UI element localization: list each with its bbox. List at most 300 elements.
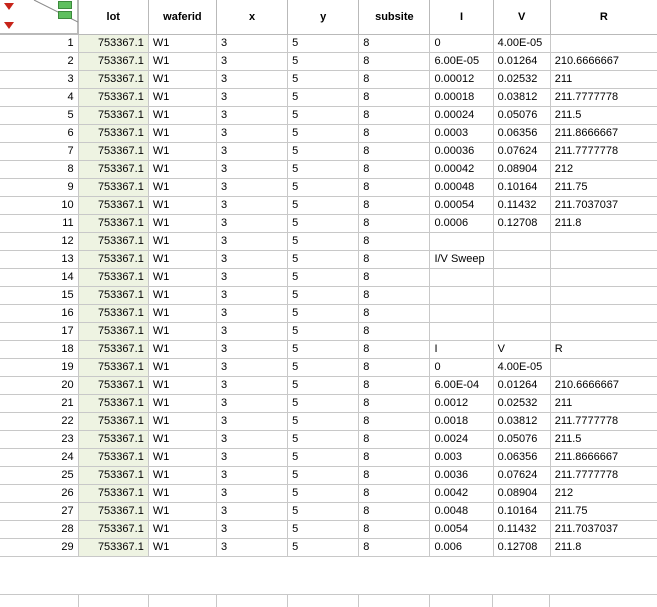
cell-i[interactable]: I: [430, 341, 493, 359]
cell-i[interactable]: 0.0012: [430, 395, 493, 413]
table-row[interactable]: [0, 53, 657, 71]
cell-subsite[interactable]: 8: [359, 71, 430, 89]
cell-v[interactable]: V: [493, 341, 550, 359]
cell-x[interactable]: 3: [216, 143, 287, 161]
table-row[interactable]: [0, 287, 657, 305]
cell-x[interactable]: 3: [216, 71, 287, 89]
cell-y[interactable]: 5: [288, 287, 359, 305]
cell-subsite[interactable]: 8: [359, 251, 430, 269]
row-number[interactable]: 1: [0, 35, 78, 53]
cell-i[interactable]: [430, 323, 493, 341]
cell-r[interactable]: [550, 287, 657, 305]
cell-i[interactable]: 6.00E-04: [430, 377, 493, 395]
row-number[interactable]: 24: [0, 449, 78, 467]
cell-v[interactable]: 0.07624: [493, 467, 550, 485]
row-number[interactable]: 4: [0, 89, 78, 107]
cell-v[interactable]: [493, 269, 550, 287]
cell-v[interactable]: [493, 323, 550, 341]
cell-i[interactable]: 0.006: [430, 539, 493, 557]
cell-waferid[interactable]: W1: [148, 305, 216, 323]
cell-waferid[interactable]: W1: [148, 359, 216, 377]
table-row[interactable]: [0, 179, 657, 197]
cell-i[interactable]: 0.0006: [430, 215, 493, 233]
cell-subsite[interactable]: 8: [359, 323, 430, 341]
cell-lot[interactable]: 753367.1: [78, 179, 148, 197]
row-number[interactable]: 7: [0, 143, 78, 161]
cell-x[interactable]: 3: [216, 323, 287, 341]
cell-y[interactable]: 5: [288, 467, 359, 485]
table-row[interactable]: [0, 197, 657, 215]
cell-v[interactable]: 0.01264: [493, 377, 550, 395]
cell-x[interactable]: 3: [216, 251, 287, 269]
cell-v[interactable]: 0.12708: [493, 215, 550, 233]
cell-i[interactable]: 0.00024: [430, 107, 493, 125]
cell-waferid[interactable]: W1: [148, 53, 216, 71]
cell-waferid[interactable]: W1: [148, 521, 216, 539]
cell-subsite[interactable]: 8: [359, 161, 430, 179]
cell-v[interactable]: 0.01264: [493, 53, 550, 71]
cell-r[interactable]: 211.7777778: [550, 143, 657, 161]
cell-r[interactable]: 211.75: [550, 179, 657, 197]
cell-r[interactable]: [550, 359, 657, 377]
row-number[interactable]: 22: [0, 413, 78, 431]
cell-i[interactable]: 0.0048: [430, 503, 493, 521]
column-header-subsite[interactable]: subsite: [359, 0, 430, 35]
cell-waferid[interactable]: W1: [148, 431, 216, 449]
cell-waferid[interactable]: W1: [148, 377, 216, 395]
cell-i[interactable]: 0: [430, 359, 493, 377]
cell-lot[interactable]: 753367.1: [78, 107, 148, 125]
cell-v[interactable]: [493, 251, 550, 269]
cell-r[interactable]: 211.8: [550, 539, 657, 557]
cell-v[interactable]: 0.10164: [493, 179, 550, 197]
row-number[interactable]: 9: [0, 179, 78, 197]
cell-v[interactable]: 4.00E-05: [493, 359, 550, 377]
cell-x[interactable]: 3: [216, 431, 287, 449]
cell-y[interactable]: 5: [288, 197, 359, 215]
cell-r[interactable]: [550, 323, 657, 341]
cell-x[interactable]: 3: [216, 107, 287, 125]
cell-waferid[interactable]: W1: [148, 503, 216, 521]
cell-waferid[interactable]: W1: [148, 179, 216, 197]
cell-v[interactable]: 4.00E-05: [493, 35, 550, 53]
cell-y[interactable]: 5: [288, 125, 359, 143]
cell-x[interactable]: 3: [216, 197, 287, 215]
table-row[interactable]: [0, 233, 657, 251]
cell-lot[interactable]: 753367.1: [78, 539, 148, 557]
cell-i[interactable]: [430, 233, 493, 251]
cell-subsite[interactable]: 8: [359, 35, 430, 53]
cell-waferid[interactable]: W1: [148, 233, 216, 251]
cell-lot[interactable]: 753367.1: [78, 359, 148, 377]
cell-r[interactable]: 211.7037037: [550, 521, 657, 539]
cell-r[interactable]: [550, 35, 657, 53]
cell-lot[interactable]: 753367.1: [78, 53, 148, 71]
cell-i[interactable]: 0.00012: [430, 71, 493, 89]
row-number[interactable]: 13: [0, 251, 78, 269]
cell-i[interactable]: 0.0018: [430, 413, 493, 431]
cell-y[interactable]: 5: [288, 269, 359, 287]
table-row[interactable]: [0, 215, 657, 233]
cell-y[interactable]: 5: [288, 485, 359, 503]
cell-r[interactable]: 211: [550, 71, 657, 89]
cell-subsite[interactable]: 8: [359, 89, 430, 107]
cell-x[interactable]: 3: [216, 233, 287, 251]
row-number[interactable]: 5: [0, 107, 78, 125]
cell-x[interactable]: 3: [216, 359, 287, 377]
table-row[interactable]: [0, 323, 657, 341]
row-number[interactable]: 14: [0, 269, 78, 287]
green-box-icon[interactable]: [58, 11, 72, 19]
cell-v[interactable]: 0.08904: [493, 161, 550, 179]
green-box-icon[interactable]: [58, 1, 72, 9]
cell-r[interactable]: 212: [550, 161, 657, 179]
cell-i[interactable]: [430, 287, 493, 305]
row-number[interactable]: 27: [0, 503, 78, 521]
cell-y[interactable]: 5: [288, 215, 359, 233]
cell-lot[interactable]: 753367.1: [78, 143, 148, 161]
cell-y[interactable]: 5: [288, 449, 359, 467]
cell-waferid[interactable]: W1: [148, 467, 216, 485]
cell-i[interactable]: [430, 269, 493, 287]
table-corner-panel[interactable]: [0, 0, 78, 34]
cell-lot[interactable]: 753367.1: [78, 467, 148, 485]
cell-r[interactable]: 211.8666667: [550, 125, 657, 143]
cell-subsite[interactable]: 8: [359, 449, 430, 467]
cell-waferid[interactable]: W1: [148, 251, 216, 269]
cell-r[interactable]: [550, 233, 657, 251]
cell-subsite[interactable]: 8: [359, 233, 430, 251]
cell-v[interactable]: 0.02532: [493, 395, 550, 413]
cell-y[interactable]: 5: [288, 107, 359, 125]
cell-y[interactable]: 5: [288, 143, 359, 161]
cell-r[interactable]: 211.7037037: [550, 197, 657, 215]
cell-y[interactable]: 5: [288, 431, 359, 449]
cell-subsite[interactable]: 8: [359, 53, 430, 71]
table-row[interactable]: [0, 341, 657, 359]
cell-r[interactable]: 211.5: [550, 431, 657, 449]
cell-subsite[interactable]: 8: [359, 377, 430, 395]
cell-lot[interactable]: 753367.1: [78, 485, 148, 503]
column-header-lot[interactable]: lot: [78, 0, 148, 35]
cell-x[interactable]: 3: [216, 341, 287, 359]
cell-r[interactable]: 211.8: [550, 215, 657, 233]
table-row[interactable]: [0, 539, 657, 557]
cell-v[interactable]: 0.07624: [493, 143, 550, 161]
cell-waferid[interactable]: W1: [148, 125, 216, 143]
cell-y[interactable]: 5: [288, 71, 359, 89]
cell-waferid[interactable]: W1: [148, 143, 216, 161]
cell-i[interactable]: 0.0042: [430, 485, 493, 503]
cell-y[interactable]: 5: [288, 377, 359, 395]
cell-subsite[interactable]: 8: [359, 341, 430, 359]
cell-r[interactable]: 210.6666667: [550, 377, 657, 395]
cell-waferid[interactable]: W1: [148, 215, 216, 233]
cell-subsite[interactable]: 8: [359, 143, 430, 161]
cell-lot[interactable]: 753367.1: [78, 125, 148, 143]
cell-lot[interactable]: 753367.1: [78, 71, 148, 89]
cell-x[interactable]: 3: [216, 287, 287, 305]
cell-lot[interactable]: 753367.1: [78, 395, 148, 413]
red-triangle-icon[interactable]: [4, 22, 14, 29]
cell-v[interactable]: 0.06356: [493, 125, 550, 143]
cell-v[interactable]: 0.12708: [493, 539, 550, 557]
cell-i[interactable]: [430, 305, 493, 323]
cell-subsite[interactable]: 8: [359, 197, 430, 215]
cell-i[interactable]: 0: [430, 35, 493, 53]
row-number[interactable]: 19: [0, 359, 78, 377]
cell-waferid[interactable]: W1: [148, 269, 216, 287]
cell-waferid[interactable]: W1: [148, 89, 216, 107]
cell-y[interactable]: 5: [288, 161, 359, 179]
cell-i[interactable]: 6.00E-05: [430, 53, 493, 71]
cell-waferid[interactable]: W1: [148, 161, 216, 179]
cell-x[interactable]: 3: [216, 179, 287, 197]
row-number[interactable]: 16: [0, 305, 78, 323]
cell-y[interactable]: 5: [288, 521, 359, 539]
cell-waferid[interactable]: W1: [148, 413, 216, 431]
cell-y[interactable]: 5: [288, 539, 359, 557]
cell-v[interactable]: 0.03812: [493, 89, 550, 107]
cell-r[interactable]: 211.8666667: [550, 449, 657, 467]
cell-y[interactable]: 5: [288, 251, 359, 269]
column-header-v[interactable]: V: [493, 0, 550, 35]
cell-r[interactable]: 211.7777778: [550, 89, 657, 107]
cell-v[interactable]: 0.06356: [493, 449, 550, 467]
cell-subsite[interactable]: 8: [359, 431, 430, 449]
column-header-y[interactable]: y: [288, 0, 359, 35]
cell-lot[interactable]: 753367.1: [78, 323, 148, 341]
cell-x[interactable]: 3: [216, 539, 287, 557]
table-row[interactable]: [0, 143, 657, 161]
cell-x[interactable]: 3: [216, 53, 287, 71]
cell-r[interactable]: 210.6666667: [550, 53, 657, 71]
column-header-i[interactable]: I: [430, 0, 493, 35]
cell-subsite[interactable]: 8: [359, 485, 430, 503]
cell-subsite[interactable]: 8: [359, 269, 430, 287]
cell-waferid[interactable]: W1: [148, 485, 216, 503]
cell-lot[interactable]: 753367.1: [78, 269, 148, 287]
row-number[interactable]: 23: [0, 431, 78, 449]
table-row[interactable]: [0, 89, 657, 107]
table-row[interactable]: [0, 485, 657, 503]
cell-waferid[interactable]: W1: [148, 539, 216, 557]
cell-y[interactable]: 5: [288, 233, 359, 251]
cell-lot[interactable]: 753367.1: [78, 305, 148, 323]
row-number[interactable]: 28: [0, 521, 78, 539]
cell-i[interactable]: I/V Sweep: [430, 251, 493, 269]
cell-x[interactable]: 3: [216, 161, 287, 179]
cell-x[interactable]: 3: [216, 125, 287, 143]
cell-waferid[interactable]: W1: [148, 395, 216, 413]
cell-lot[interactable]: 753367.1: [78, 215, 148, 233]
cell-i[interactable]: 0.00018: [430, 89, 493, 107]
cell-y[interactable]: 5: [288, 341, 359, 359]
cell-subsite[interactable]: 8: [359, 179, 430, 197]
row-number[interactable]: 20: [0, 377, 78, 395]
table-row[interactable]: [0, 431, 657, 449]
cell-r[interactable]: [550, 305, 657, 323]
cell-lot[interactable]: 753367.1: [78, 161, 148, 179]
cell-i[interactable]: 0.00042: [430, 161, 493, 179]
column-header-r[interactable]: R: [550, 0, 657, 35]
cell-subsite[interactable]: 8: [359, 359, 430, 377]
row-number[interactable]: 18: [0, 341, 78, 359]
cell-y[interactable]: 5: [288, 53, 359, 71]
cell-i[interactable]: 0.0003: [430, 125, 493, 143]
cell-lot[interactable]: 753367.1: [78, 287, 148, 305]
table-row[interactable]: [0, 71, 657, 89]
row-number[interactable]: 3: [0, 71, 78, 89]
cell-x[interactable]: 3: [216, 89, 287, 107]
cell-x[interactable]: 3: [216, 269, 287, 287]
cell-waferid[interactable]: W1: [148, 197, 216, 215]
cell-x[interactable]: 3: [216, 503, 287, 521]
cell-x[interactable]: 3: [216, 35, 287, 53]
cell-waferid[interactable]: W1: [148, 323, 216, 341]
cell-r[interactable]: [550, 251, 657, 269]
table-row[interactable]: [0, 395, 657, 413]
cell-subsite[interactable]: 8: [359, 215, 430, 233]
cell-y[interactable]: 5: [288, 413, 359, 431]
cell-i[interactable]: 0.00048: [430, 179, 493, 197]
cell-r[interactable]: 211: [550, 395, 657, 413]
table-row[interactable]: [0, 107, 657, 125]
row-number[interactable]: 2: [0, 53, 78, 71]
row-number[interactable]: 25: [0, 467, 78, 485]
row-number[interactable]: 12: [0, 233, 78, 251]
cell-lot[interactable]: 753367.1: [78, 377, 148, 395]
cell-i[interactable]: 0.00036: [430, 143, 493, 161]
row-number[interactable]: 17: [0, 323, 78, 341]
cell-subsite[interactable]: 8: [359, 287, 430, 305]
cell-v[interactable]: [493, 233, 550, 251]
cell-y[interactable]: 5: [288, 89, 359, 107]
row-number[interactable]: 21: [0, 395, 78, 413]
row-number[interactable]: 15: [0, 287, 78, 305]
row-number[interactable]: 11: [0, 215, 78, 233]
cell-lot[interactable]: 753367.1: [78, 413, 148, 431]
cell-lot[interactable]: 753367.1: [78, 503, 148, 521]
table-row[interactable]: [0, 503, 657, 521]
cell-waferid[interactable]: W1: [148, 287, 216, 305]
cell-r[interactable]: 211.7777778: [550, 413, 657, 431]
cell-waferid[interactable]: W1: [148, 107, 216, 125]
cell-v[interactable]: 0.05076: [493, 107, 550, 125]
cell-x[interactable]: 3: [216, 467, 287, 485]
cell-lot[interactable]: 753367.1: [78, 233, 148, 251]
table-row[interactable]: [0, 449, 657, 467]
cell-lot[interactable]: 753367.1: [78, 431, 148, 449]
cell-subsite[interactable]: 8: [359, 395, 430, 413]
cell-y[interactable]: 5: [288, 35, 359, 53]
cell-subsite[interactable]: 8: [359, 539, 430, 557]
cell-x[interactable]: 3: [216, 215, 287, 233]
cell-subsite[interactable]: 8: [359, 467, 430, 485]
cell-subsite[interactable]: 8: [359, 521, 430, 539]
row-number[interactable]: 26: [0, 485, 78, 503]
cell-y[interactable]: 5: [288, 395, 359, 413]
cell-lot[interactable]: 753367.1: [78, 341, 148, 359]
cell-subsite[interactable]: 8: [359, 503, 430, 521]
cell-v[interactable]: [493, 287, 550, 305]
cell-waferid[interactable]: W1: [148, 341, 216, 359]
cell-i[interactable]: 0.0054: [430, 521, 493, 539]
cell-i[interactable]: 0.0024: [430, 431, 493, 449]
cell-lot[interactable]: 753367.1: [78, 89, 148, 107]
cell-i[interactable]: 0.0036: [430, 467, 493, 485]
cell-subsite[interactable]: 8: [359, 107, 430, 125]
table-row[interactable]: [0, 359, 657, 377]
cell-subsite[interactable]: 8: [359, 413, 430, 431]
cell-r[interactable]: 211.7777778: [550, 467, 657, 485]
table-row[interactable]: [0, 161, 657, 179]
cell-v[interactable]: [493, 305, 550, 323]
cell-v[interactable]: 0.08904: [493, 485, 550, 503]
table-row[interactable]: [0, 269, 657, 287]
table-row[interactable]: [0, 377, 657, 395]
cell-y[interactable]: 5: [288, 359, 359, 377]
table-row[interactable]: [0, 305, 657, 323]
cell-x[interactable]: 3: [216, 305, 287, 323]
cell-r[interactable]: 212: [550, 485, 657, 503]
cell-v[interactable]: 0.11432: [493, 197, 550, 215]
cell-waferid[interactable]: W1: [148, 35, 216, 53]
cell-v[interactable]: 0.02532: [493, 71, 550, 89]
cell-v[interactable]: 0.03812: [493, 413, 550, 431]
cell-x[interactable]: 3: [216, 395, 287, 413]
cell-y[interactable]: 5: [288, 305, 359, 323]
cell-r[interactable]: 211.5: [550, 107, 657, 125]
column-header-x[interactable]: x: [216, 0, 287, 35]
cell-lot[interactable]: 753367.1: [78, 521, 148, 539]
cell-y[interactable]: 5: [288, 503, 359, 521]
cell-i[interactable]: 0.00054: [430, 197, 493, 215]
table-row[interactable]: [0, 413, 657, 431]
cell-lot[interactable]: 753367.1: [78, 197, 148, 215]
cell-r[interactable]: R: [550, 341, 657, 359]
cell-lot[interactable]: 753367.1: [78, 449, 148, 467]
cell-x[interactable]: 3: [216, 377, 287, 395]
cell-i[interactable]: 0.003: [430, 449, 493, 467]
row-number[interactable]: 29: [0, 539, 78, 557]
cell-v[interactable]: 0.11432: [493, 521, 550, 539]
cell-subsite[interactable]: 8: [359, 305, 430, 323]
cell-waferid[interactable]: W1: [148, 71, 216, 89]
cell-x[interactable]: 3: [216, 485, 287, 503]
table-row[interactable]: [0, 251, 657, 269]
table-row[interactable]: [0, 467, 657, 485]
table-row[interactable]: [0, 35, 657, 53]
cell-r[interactable]: 211.75: [550, 503, 657, 521]
cell-r[interactable]: [550, 269, 657, 287]
cell-x[interactable]: 3: [216, 521, 287, 539]
cell-waferid[interactable]: W1: [148, 449, 216, 467]
row-number[interactable]: 10: [0, 197, 78, 215]
table-row[interactable]: [0, 521, 657, 539]
red-triangle-icon[interactable]: [4, 3, 14, 10]
cell-x[interactable]: 3: [216, 449, 287, 467]
cell-x[interactable]: 3: [216, 413, 287, 431]
cell-v[interactable]: 0.05076: [493, 431, 550, 449]
row-number[interactable]: 6: [0, 125, 78, 143]
cell-v[interactable]: 0.10164: [493, 503, 550, 521]
row-number[interactable]: 8: [0, 161, 78, 179]
cell-lot[interactable]: 753367.1: [78, 35, 148, 53]
cell-lot[interactable]: 753367.1: [78, 251, 148, 269]
cell-y[interactable]: 5: [288, 179, 359, 197]
table-row[interactable]: [0, 125, 657, 143]
